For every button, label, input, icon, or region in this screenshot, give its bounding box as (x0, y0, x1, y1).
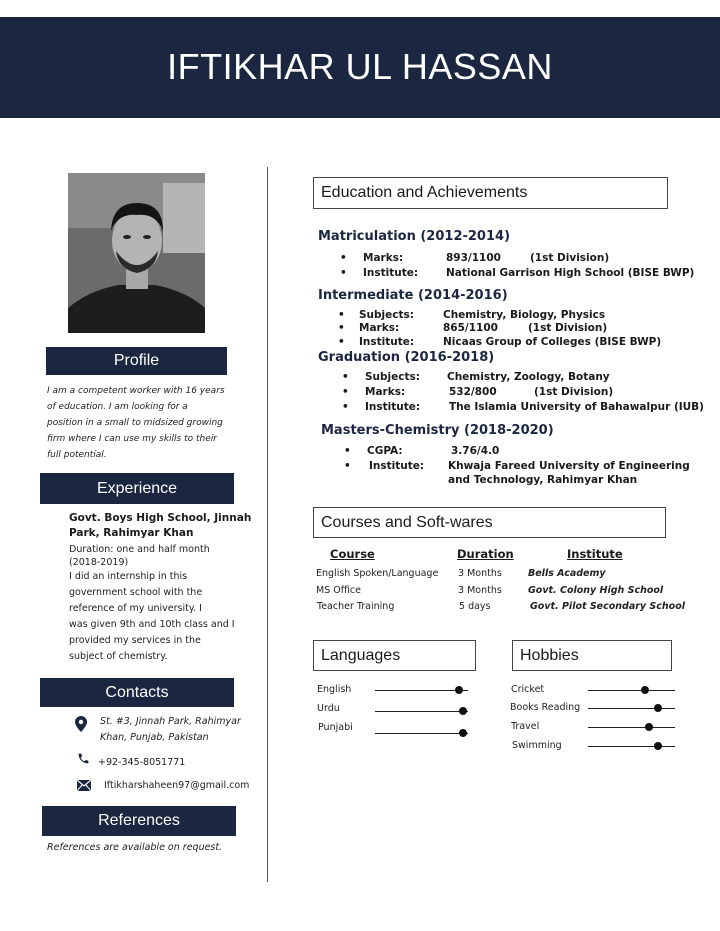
marks-value: 865/1100 (443, 322, 498, 334)
institute-value: The Islamia University of Bahawalpur (IUB) (449, 401, 704, 413)
level-knob (641, 686, 649, 694)
level-knob (455, 686, 463, 694)
profile-photo (68, 173, 205, 333)
level-track (375, 711, 468, 712)
org-line: Park, Rahimyar Khan (69, 527, 194, 539)
duration-cell: 3 Months (458, 568, 502, 579)
cgpa-label: CGPA: (367, 445, 403, 457)
desc-line: provided my services in the (69, 635, 201, 646)
cgpa-value: 3.76/4.0 (451, 445, 500, 457)
desc-line: was given 9th and 10th class and I (69, 619, 235, 630)
subjects-value: Chemistry, Biology, Physics (443, 309, 606, 321)
contact-address (100, 714, 241, 746)
marks-division: (1st Division) (530, 252, 610, 264)
graduation-title: Graduation (2016-2018) (318, 350, 495, 365)
matriculation-title: Matriculation (2012-2014) (318, 229, 511, 244)
contacts-heading: Contacts (40, 678, 234, 707)
institute-label: Institute: (359, 336, 415, 348)
institute-column-header: Institute (567, 547, 623, 561)
email-icon (77, 780, 91, 791)
institute-label: Institute: (369, 460, 425, 472)
language-label: Punjabi (318, 722, 353, 733)
location-pin-icon (75, 716, 87, 732)
desc-line: subject of chemistry. (69, 651, 168, 662)
person-name: IFTIKHAR UL HASSAN (167, 46, 553, 87)
duration-cell: 3 Months (458, 585, 502, 596)
level-track (588, 727, 675, 728)
institute-value: National Garrison High School (BISE BWP) (446, 267, 695, 279)
hobby-label: Travel (511, 721, 540, 732)
column-divider (267, 167, 268, 882)
duration-column-header: Duration (457, 547, 514, 561)
subjects-value: Chemistry, Zoology, Botany (447, 371, 610, 383)
course-column-header: Course (330, 547, 375, 561)
org-line: Govt. Boys High School, Jinnah (69, 512, 252, 524)
masters-title: Masters-Chemistry (2018-2020) (321, 423, 554, 438)
address-line: Khan, Punjab, Pakistan (100, 732, 209, 743)
level-track (375, 733, 468, 734)
grad-institute-row: • Institute: The Islamia University of Bahawalpur (IUB) (342, 401, 704, 413)
references-heading: References (42, 806, 236, 836)
grad-marks-row: • Marks: 532/800 (1st Division) (342, 386, 614, 398)
marks-label: Marks: (365, 386, 406, 398)
subjects-label: Subjects: (365, 371, 420, 383)
subjects-label: Subjects: (359, 309, 414, 321)
marks-label: Marks: (359, 322, 400, 334)
courses-heading: Courses and Soft-wares (313, 507, 666, 538)
contact-phone[interactable]: +92-345-8051771 (98, 757, 186, 768)
marks-division: (1st Division) (534, 386, 614, 398)
level-track (588, 746, 675, 747)
languages-heading: Languages (313, 640, 476, 671)
references-text: References are available on request. (47, 842, 223, 853)
inter-institute-row: • Institute: Nicaas Group of Colleges (BISE BWP) (338, 336, 662, 348)
duration-line: (2018-2019) (69, 557, 129, 568)
institute-line: Khwaja Fareed University of Engineering (448, 460, 690, 472)
address-line: St. #3, Jinnah Park, Rahimyar (100, 716, 241, 727)
level-track (588, 690, 675, 691)
institute-line: and Technology, Rahimyar Khan (448, 474, 638, 486)
hobby-label: Swimming (512, 740, 562, 751)
contact-email[interactable]: Iftikharshaheen97@gmail.com (104, 780, 250, 791)
desc-line: government school with the (69, 587, 203, 598)
hobbies-heading: Hobbies (512, 640, 672, 671)
experience-description (69, 569, 235, 665)
institute-value: Nicaas Group of Colleges (BISE BWP) (443, 336, 662, 348)
institute-cell: Bells Academy (528, 568, 606, 579)
marks-division: (1st Division) (528, 322, 608, 334)
inter-subjects-row: • Subjects: Chemistry, Biology, Physics (338, 309, 606, 321)
marks-value: 532/800 (449, 386, 497, 398)
inter-marks-row: • Marks: 865/1100 (1st Division) (338, 322, 608, 334)
level-knob (459, 729, 467, 737)
course-cell: English Spoken/Language (316, 568, 439, 579)
level-knob (645, 723, 653, 731)
institute-label: Institute: (365, 401, 421, 413)
marks-value: 893/1100 (446, 252, 501, 264)
level-knob (654, 704, 662, 712)
level-knob (459, 707, 467, 715)
desc-line: reference of my university. I (69, 603, 202, 614)
education-heading: Education and Achievements (313, 177, 668, 209)
person-silhouette-icon (68, 173, 205, 333)
language-label: Urdu (317, 703, 340, 714)
course-cell: MS Office (316, 585, 361, 596)
profile-line: position in a small to midsized growing (47, 418, 223, 428)
profile-line: firm where I can use my skills to their (47, 434, 217, 444)
institute-cell: Govt. Colony High School (528, 585, 664, 596)
institute-cell: Govt. Pilot Secondary School (530, 601, 685, 612)
experience-organization (69, 511, 251, 541)
matric-marks-row: • Marks: 893/1100 (1st Division) (340, 252, 610, 264)
intermediate-title: Intermediate (2014-2016) (318, 288, 508, 303)
hobby-label: Cricket (511, 684, 545, 695)
profile-text (47, 383, 262, 463)
language-label: English (317, 684, 352, 695)
hobby-label: Books Reading (510, 702, 581, 713)
desc-line: I did an internship in this (69, 571, 188, 582)
experience-heading: Experience (40, 473, 234, 504)
matric-institute-row: • Institute: National Garrison High School (BISE BWP) (340, 267, 695, 279)
profile-heading: Profile (46, 347, 227, 375)
level-knob (654, 742, 662, 750)
masters-institute-row: • Institute: Khwaja Fareed University of Engineering and Technology, Rahimyar Khan (344, 460, 690, 486)
masters-cgpa-row: • CGPA: 3.76/4.0 (344, 445, 500, 457)
profile-line: full potential. (47, 450, 107, 460)
phone-icon (77, 752, 90, 765)
duration-line: Duration: one and half month (69, 544, 210, 555)
course-cell: Teacher Training (317, 601, 395, 612)
level-track (588, 708, 675, 709)
institute-label: Institute: (363, 267, 419, 279)
profile-line: I am a competent worker with 16 years (47, 386, 225, 396)
marks-label: Marks: (363, 252, 404, 264)
profile-line: of education. I am looking for a (47, 402, 188, 412)
experience-duration (69, 543, 210, 569)
grad-subjects-row: • Subjects: Chemistry, Zoology, Botany (342, 371, 610, 383)
duration-cell: 5 days (459, 601, 491, 612)
header-banner (0, 17, 720, 118)
